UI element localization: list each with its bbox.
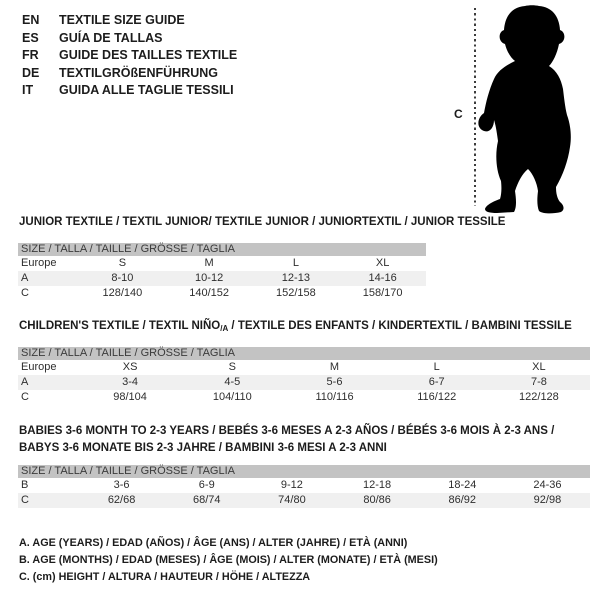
age-cell: 3-4	[122, 376, 139, 388]
size-cell: XL	[375, 257, 390, 269]
children-size-table	[18, 347, 590, 405]
toddler-silhouette-icon	[470, 0, 580, 215]
age-cell: 12-13	[281, 272, 310, 284]
height-label-c: C	[454, 107, 463, 121]
junior-section-title: JUNIOR TEXTILE / TEXTIL JUNIOR/ TEXTILE JUNIOR / JUNIORTEXTIL / JUNIOR TESSILE	[19, 216, 506, 228]
lang-code: EN	[22, 13, 40, 27]
size-cell: M	[204, 257, 214, 269]
age-cell: 6-7	[428, 376, 445, 388]
months-cell: 24-36	[533, 479, 562, 491]
lang-row-it	[22, 82, 237, 100]
height-cell: 158/170	[362, 287, 403, 299]
height-cell: 128/140	[102, 287, 143, 299]
height-cell: 122/128	[519, 391, 559, 403]
legend	[19, 535, 438, 586]
size-cell: XS	[122, 361, 138, 373]
table-row-height	[18, 286, 426, 301]
table-row-height	[18, 493, 590, 508]
row-label: C	[21, 494, 29, 506]
height-cell: 116/122	[417, 391, 457, 403]
lang-title: GUIDE DES TAILLES TEXTILE	[59, 48, 238, 63]
height-cell: 62/68	[107, 494, 136, 506]
lang-title: GUIDA ALLE TAGLIE TESSILI	[59, 83, 234, 98]
table-row-europe	[18, 256, 426, 271]
lang-title: TEXTILE SIZE GUIDE	[59, 13, 185, 27]
children-title-pre: CHILDREN'S TEXTILE / TEXTIL NIÑO	[19, 320, 221, 332]
babies-section-title	[19, 423, 554, 457]
row-label: Europe	[21, 257, 57, 269]
months-cell: 12-18	[363, 479, 392, 491]
legend-line-c: C. (cm) HEIGHT / ALTURA / HAUTEUR / HÖHE / ALTEZZA	[19, 571, 311, 583]
size-header-row: SIZE / TALLA / TAILLE / GRÖSSE / TAGLIA	[18, 347, 590, 360]
height-cell: 74/80	[278, 494, 306, 506]
months-cell: 9-12	[280, 479, 303, 491]
table-row-months	[18, 478, 590, 493]
size-header-row: SIZE / TALLA / TAILLE / GRÖSSE / TAGLIA	[18, 465, 590, 478]
babies-title-line2: BABYS 3-6 MONATE BIS 2-3 JAHRE / BAMBINI 3-6 MESI A 2-3 ANNI	[19, 442, 387, 454]
children-title-subscript: /A	[220, 324, 229, 333]
lang-row-de	[22, 65, 237, 83]
language-title-list	[22, 12, 237, 100]
height-cell: 80/86	[363, 494, 391, 506]
age-cell: 8-10	[111, 272, 134, 284]
size-header-row: SIZE / TALLA / TAILLE / GRÖSSE / TAGLIA	[18, 243, 426, 256]
size-cell: L	[292, 257, 299, 269]
size-cell: L	[433, 361, 440, 373]
lang-title: TEXTILGRÖßENFÜHRUNG	[59, 65, 219, 80]
lang-row-es	[22, 30, 237, 48]
table-row-age	[18, 271, 426, 286]
babies-size-table	[18, 465, 590, 508]
months-cell: 18-24	[448, 479, 477, 491]
age-cell: 7-8	[530, 376, 547, 388]
age-cell: 14-16	[368, 272, 397, 284]
row-label: A	[21, 272, 29, 284]
children-title-post: / TEXTILE DES ENFANTS / KINDERTEXTIL / BAMBINI TESSILE	[228, 320, 572, 332]
lang-code: FR	[22, 48, 39, 63]
lang-code: ES	[22, 30, 39, 45]
age-cell: 5-6	[326, 376, 343, 388]
row-label: Europe	[21, 361, 57, 373]
height-cell: 92/98	[533, 494, 562, 506]
children-section-title	[19, 320, 572, 333]
row-label: B	[21, 479, 29, 491]
lang-title: GUÍA DE TALLAS	[59, 30, 163, 45]
lang-row-en	[22, 12, 237, 30]
height-cell: 86/92	[448, 494, 477, 506]
row-label: A	[21, 376, 29, 388]
legend-line-b: B. AGE (MONTHS) / EDAD (MESES) / ÂGE (MOIS) / ALTER (MONATE) / ETÀ (MESI)	[19, 554, 438, 566]
row-label: C	[21, 287, 29, 299]
height-cell: 98/104	[113, 391, 147, 403]
size-cell: S	[118, 257, 127, 269]
table-row-europe	[18, 360, 590, 375]
lang-code: DE	[22, 65, 40, 80]
age-cell: 4-5	[224, 376, 241, 388]
height-cell: 152/158	[275, 287, 316, 299]
size-cell: M	[329, 361, 340, 373]
months-cell: 6-9	[198, 479, 215, 491]
junior-size-table	[18, 243, 426, 301]
age-cell: 10-12	[195, 272, 224, 284]
size-cell: S	[228, 361, 236, 373]
size-cell: XL	[532, 361, 546, 373]
height-cell: 140/152	[189, 287, 229, 299]
lang-code: IT	[22, 83, 34, 98]
table-row-height	[18, 390, 590, 405]
row-label: C	[21, 391, 29, 403]
height-cell: 110/116	[315, 391, 354, 403]
lang-row-fr	[22, 47, 237, 65]
babies-title-line1: BABIES 3-6 MONTH TO 2-3 YEARS / BEBÉS 3-6 MESES A 2-3 AÑOS / BÉBÉS 3-6 MOIS À 2-3 ANS /	[19, 425, 555, 437]
legend-line-a: A. AGE (YEARS) / EDAD (AÑOS) / ÂGE (ANS) / ALTER (JAHRE) / ETÀ (ANNI)	[19, 537, 408, 549]
height-cell: 68/74	[192, 494, 221, 506]
table-row-age	[18, 375, 590, 390]
height-cell: 104/110	[212, 391, 252, 403]
months-cell: 3-6	[113, 479, 130, 491]
